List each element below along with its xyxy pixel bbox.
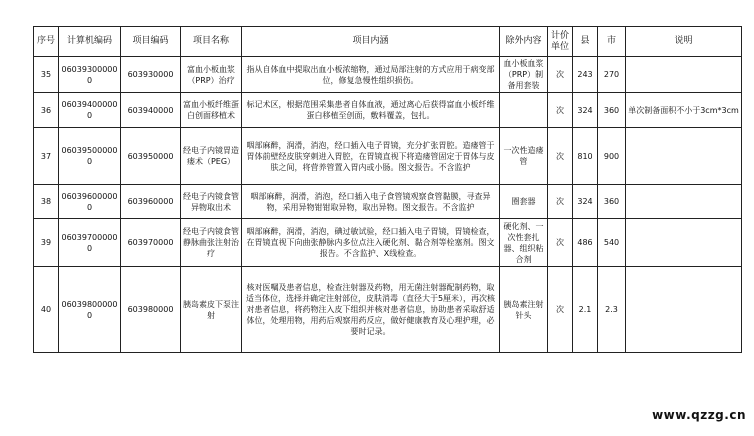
cell-content: 核对医嘱及患者信息，检查注射器及药物，用无菌注射器配制药物，取适当体位，选择并确定注射部位，皮肤消毒（直径大于5厘米），再次核对患者信息，将药物注入皮下组织并核对患者信息，协助患者采取舒适体位，处理用物，用药后观察用药反应，做好健康教育及心理护理，必要时记录。	[242, 267, 500, 353]
cell-item-code: 603960000	[121, 185, 181, 219]
cell-county: 810	[573, 128, 598, 185]
cell-item-name: 经电子内镜食管静脉曲张注射治疗	[181, 219, 242, 267]
cell-unit: 次	[548, 219, 573, 267]
cell-unit: 次	[548, 93, 573, 128]
cell-note	[626, 185, 742, 219]
cell-item-name: 富血小板纤维蛋白创面移植术	[181, 93, 242, 128]
table-row	[34, 267, 742, 353]
cell-seq: 39	[34, 219, 59, 267]
cell-item-code: 603980000	[121, 267, 181, 353]
cell-item-code: 603930000	[121, 57, 181, 93]
cell-note: 单次制备面积不小于3cm*3cm	[626, 93, 742, 128]
cell-content: 咽部麻醉，润滑，消泡，经口插入电子胃镜，充分扩张胃腔。造瘘管于胃体前壁经皮肤穿刺进入胃腔，在胃镜直视下将造瘘管固定于胃体与皮肤之间，将营养管置入胃内或小肠。图文报告。不含监护	[242, 128, 500, 185]
header-city: 市	[598, 27, 626, 57]
cell-computer-code: 060394000000	[59, 93, 121, 128]
table-header-row	[34, 27, 742, 57]
cell-content: 标记术区，根据范围采集患者自体血液，通过离心后获得富血小板纤维蛋白移植至创面，敷料覆盖，包扎。	[242, 93, 500, 128]
cell-seq: 38	[34, 185, 59, 219]
table-row	[34, 93, 742, 128]
cell-excluded: 圈套器	[500, 185, 548, 219]
cell-unit: 次	[548, 267, 573, 353]
cell-note	[626, 57, 742, 93]
cell-computer-code: 060395000000	[59, 128, 121, 185]
cell-unit: 次	[548, 185, 573, 219]
cell-city: 540	[598, 219, 626, 267]
cell-city: 360	[598, 185, 626, 219]
cell-content: 咽部麻醉，润滑，消泡，经口插入电子食管镜观察食管黏膜，寻查异物，采用异物钳钳取异物，取出异物。图文报告。不含监护	[242, 185, 500, 219]
cell-excluded	[500, 93, 548, 128]
cell-county: 324	[573, 185, 598, 219]
cell-excluded: 血小板血浆（PRP）制备用套装	[500, 57, 548, 93]
table-row	[34, 128, 742, 185]
cell-note	[626, 219, 742, 267]
header-item-code: 项目编码	[121, 27, 181, 57]
cell-city: 360	[598, 93, 626, 128]
cell-item-code: 603940000	[121, 93, 181, 128]
header-excluded: 除外内容	[500, 27, 548, 57]
cell-county: 243	[573, 57, 598, 93]
site-watermark: www.qzzg.cn	[652, 408, 746, 422]
header-content: 项目内涵	[242, 27, 500, 57]
cell-item-code: 603950000	[121, 128, 181, 185]
cell-county: 486	[573, 219, 598, 267]
cell-city: 900	[598, 128, 626, 185]
cell-seq: 35	[34, 57, 59, 93]
header-item-name: 项目名称	[181, 27, 242, 57]
cell-computer-code: 060397000000	[59, 219, 121, 267]
cell-item-name: 富血小板血浆（PRP）治疗	[181, 57, 242, 93]
cell-seq: 37	[34, 128, 59, 185]
cell-item-name: 胰岛素皮下泵注射	[181, 267, 242, 353]
header-unit: 计价单位	[548, 27, 573, 57]
cell-city: 270	[598, 57, 626, 93]
header-note: 说明	[626, 27, 742, 57]
table-row	[34, 57, 742, 93]
cell-item-name: 经电子内镜食管异物取出术	[181, 185, 242, 219]
header-computer-code: 计算机编码	[59, 27, 121, 57]
cell-note	[626, 267, 742, 353]
cell-computer-code: 060398000000	[59, 267, 121, 353]
table-row	[34, 185, 742, 219]
header-county: 县	[573, 27, 598, 57]
cell-computer-code: 060393000000	[59, 57, 121, 93]
cell-excluded: 胰岛素注射针头	[500, 267, 548, 353]
cell-seq: 36	[34, 93, 59, 128]
cell-county: 324	[573, 93, 598, 128]
cell-unit: 次	[548, 57, 573, 93]
cell-excluded: 一次性造瘘管	[500, 128, 548, 185]
cell-computer-code: 060396000000	[59, 185, 121, 219]
price-table	[33, 26, 742, 353]
cell-content: 指从自体血中提取出血小板浓缩物，通过局部注射的方式应用于病变部位，修复急慢性组织损伤。	[242, 57, 500, 93]
table-row	[34, 219, 742, 267]
header-seq: 序号	[34, 27, 59, 57]
cell-unit: 次	[548, 128, 573, 185]
cell-seq: 40	[34, 267, 59, 353]
cell-item-code: 603970000	[121, 219, 181, 267]
cell-content: 咽部麻醉，润滑，消泡，碘过敏试验，经口插入电子胃镜，胃镜检查，在胃镜直视下向曲张静脉内多位点注入硬化剂、黏合剂等栓塞剂。图文报告。不含监护、X线检查。	[242, 219, 500, 267]
cell-city: 2.3	[598, 267, 626, 353]
cell-item-name: 经电子内镜胃造瘘术（PEG）	[181, 128, 242, 185]
cell-note	[626, 128, 742, 185]
cell-county: 2.1	[573, 267, 598, 353]
cell-excluded: 硬化剂、一次性套扎器、组织粘合剂	[500, 219, 548, 267]
